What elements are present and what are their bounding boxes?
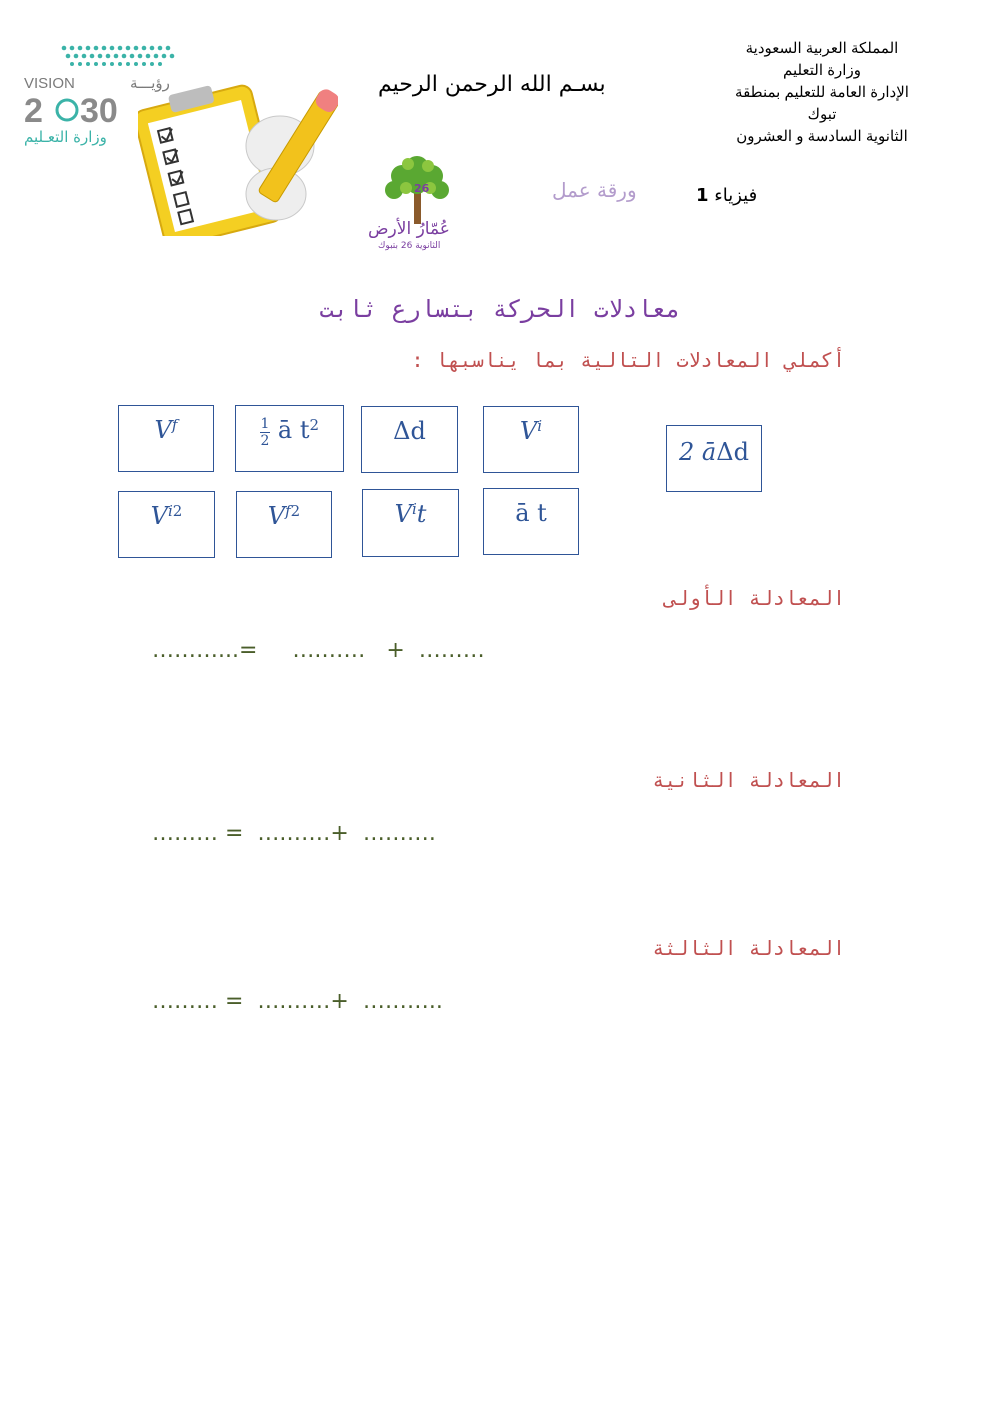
term-subscript: f [285,502,291,520]
term-symbol: ā t [515,499,547,527]
subject-label [696,185,757,206]
fraction-denominator: 2 [260,433,270,449]
term-symbol-rest: t [416,500,427,528]
svg-text:رؤيـــة: رؤيـــة [130,74,170,92]
equation-label-second: المعادلة الثانية [652,768,845,792]
header-line: الإدارة العامة للتعليم بمنطقة [735,84,909,101]
svg-text:الثانوية 26 بتبوك: الثانوية 26 بتبوك [378,241,441,251]
school-tree-logo [362,148,472,253]
term-subscript: i [411,500,417,518]
header-address-block [722,38,922,148]
term-symbol: V [154,416,172,444]
term-box-a-t[interactable] [483,488,579,555]
subject-level: 1 [696,185,709,206]
term-exponent: 2 [290,502,301,520]
svg-text:VISION: VISION [24,75,75,92]
basmala: بسـم الله الرحمن الرحيم [378,72,606,97]
svg-text:2: 2 [24,92,43,130]
term-exponent: 2 [172,502,183,520]
subject-name: فيزياء [714,185,758,206]
page-title: معادلات الحركة بتسارع ثابت [319,295,681,323]
term-box-vi-t[interactable] [362,489,459,557]
term-symbol: V [150,502,168,530]
fraction-one-half [260,416,270,449]
term-box-half-a-t-squared[interactable] [235,405,344,472]
svg-text:وزارة التعـليم: وزارة التعـليم [24,128,107,146]
header-line: الثانوية السادسة و العشرون [736,128,908,145]
worksheet-label: ورقة عمل [552,178,637,202]
term-symbol: ā t [277,416,310,444]
header-line: تبوك [807,106,837,123]
term-symbol: V [519,417,538,445]
equation-label-first: المعادلة الأولى [664,586,845,610]
clipboard-mascot-illustration [138,76,338,236]
term-subscript: i [167,502,173,520]
term-box-vf-squared[interactable] [236,491,332,558]
term-box-delta-d[interactable] [361,406,458,473]
equation-blank-third[interactable]: ……… = ….……+ ……….. [152,989,443,1014]
term-box-vi[interactable] [483,406,579,473]
term-symbol-rest: Δd [716,438,749,466]
header-line: وزارة التعليم [783,62,861,79]
equation-blank-second[interactable]: ……… = ….……+ ………. [152,821,436,846]
term-exponent: 2 [309,416,320,434]
term-box-vi-squared[interactable] [118,491,215,558]
term-subscript: f [171,416,178,434]
term-box-vf[interactable] [118,405,214,472]
term-box-2a-delta-d[interactable] [666,425,762,492]
term-symbol: 2 ā [679,438,717,466]
term-symbol: V [394,500,412,528]
svg-text:عُمّارُ الأرض: عُمّارُ الأرض [368,219,450,239]
svg-text:26: 26 [414,182,430,195]
term-symbol: Δd [393,417,426,445]
equation-label-third: المعادلة الثالثة [652,936,845,960]
svg-text:30: 30 [80,92,118,130]
term-symbol: V [267,502,286,530]
equation-blank-first[interactable]: ………...= ….…… + ……… [152,638,485,663]
header-line: المملكة العربية السعودية [745,40,899,57]
instruction-text: أكملي المعادلات التالية بما يناسبها : [411,348,845,372]
term-subscript: i [537,417,543,435]
fraction-numerator: 1 [260,416,270,432]
